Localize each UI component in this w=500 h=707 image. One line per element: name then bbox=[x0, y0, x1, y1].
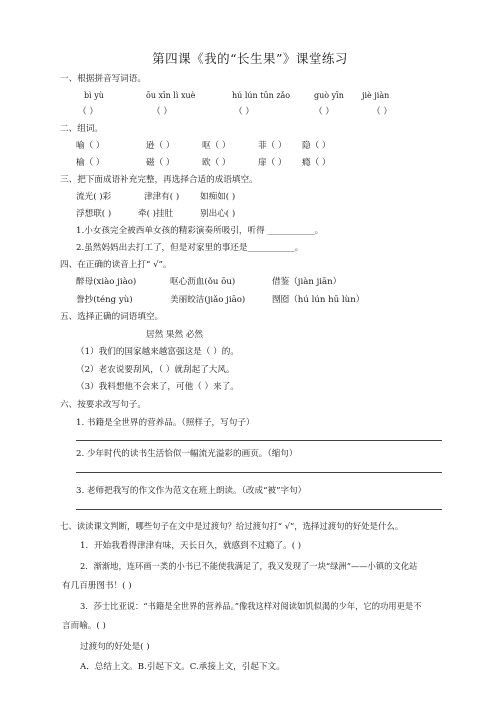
section-2-heading: 二、组词。 bbox=[60, 124, 103, 134]
section-6-heading: 六、按要求改写句子。 bbox=[60, 400, 146, 410]
pronunciation-1[interactable]: 醉母(xiào jiào) bbox=[76, 277, 137, 287]
idiom-question-1: 1.小女孩完全被西单女孩的精彩演奏所吸引，听得 ___________。 bbox=[76, 226, 324, 236]
pinyin-1: bì yù bbox=[84, 91, 104, 100]
idiom-3[interactable]: 如痴如( ) bbox=[200, 192, 236, 202]
benefit-options: A．总结上文。B.引起下文。C.承接上文，引起下文。 bbox=[80, 662, 285, 672]
pronunciation-6[interactable]: 囫囵（hú lún hū lùn） bbox=[272, 295, 365, 305]
answer-blank-2[interactable]: （ ） bbox=[152, 107, 172, 117]
word-group-4[interactable]: 菲（ ） bbox=[258, 141, 287, 151]
transition-question-2a: 2．渐渐地，连环画一类的小书已不能使我满足了，我又发现了一块“绿洲”——小镇的文化站 bbox=[80, 561, 418, 571]
transition-question-3a: 3．莎士比亚说：“书籍是全世界的营养品。”像我这样对阅读如饥似渴的少年，它的功用更是不 bbox=[80, 601, 422, 611]
pronunciation-4[interactable]: 誊抄(téng yù) bbox=[76, 295, 133, 305]
pinyin-2: ōu xīn lì xuè bbox=[146, 91, 196, 100]
pronunciation-2[interactable]: 呕心沥血(ǒu ōu) bbox=[170, 277, 236, 287]
answer-blank-3[interactable]: （ ） bbox=[234, 107, 254, 117]
section-1-heading: 一、根据拼音写词语。 bbox=[60, 74, 146, 84]
rewrite-question-1: 1. 书籍是全世界的营养品。（照样子，写句子） bbox=[76, 418, 255, 428]
section-3-heading: 三、把下面成语补充完整，再选择合适的成语填空。 bbox=[60, 175, 258, 185]
transition-question-3b: 言而喻。( ) bbox=[62, 621, 106, 631]
answer-blank-5[interactable]: （ ） bbox=[372, 107, 392, 117]
word-group-10[interactable]: 瘾（ ） bbox=[302, 158, 331, 168]
section-5-heading: 五、选择正确的词语填空。 bbox=[60, 312, 164, 322]
section-7-heading: 七、读读课文判断，哪些句子在文中是过渡句？给过渡句打“ √”，选择过渡句的好处是什么。 bbox=[60, 521, 404, 531]
word-group-6[interactable]: 榆（ ） bbox=[76, 158, 105, 168]
idiom-2[interactable]: 津津有( ) bbox=[144, 192, 180, 202]
page-title: 第四课《我的“长生果”》课堂练习 bbox=[152, 51, 348, 66]
word-group-2[interactable]: 逊（ ） bbox=[146, 141, 175, 151]
idiom-1[interactable]: 流光( )彩 bbox=[76, 192, 112, 202]
fill-question-2: （2）老农说要刮风，（ ）就刮起了大风。 bbox=[76, 365, 235, 375]
pinyin-5: jiè jiàn bbox=[362, 91, 390, 100]
pronunciation-5[interactable]: 美丽皎洁(jiǎo jiāo) bbox=[170, 295, 246, 305]
rewrite-question-2: 2. 少年时代的读书生活恰似一幅流光溢彩的画页。（缩句） bbox=[76, 449, 298, 459]
idiom-6[interactable]: 别出心( ) bbox=[200, 209, 236, 219]
rewrite-question-3: 3. 老师把我写的作文作为范文在班上朗读。（改成“被”字句） bbox=[76, 486, 307, 496]
pinyin-3: hú lún tūn zǎo bbox=[232, 91, 291, 100]
word-group-5[interactable]: 隐（ ） bbox=[302, 141, 331, 151]
word-group-8[interactable]: 欧（ ） bbox=[202, 158, 231, 168]
idiom-5[interactable]: 牵( )挂肚 bbox=[138, 209, 174, 219]
pronunciation-3[interactable]: 借鉴（jiàn jiān） bbox=[272, 277, 342, 287]
benefit-question: 过渡句的好处是( ) bbox=[80, 642, 150, 652]
answer-blank-4[interactable]: （ ） bbox=[314, 107, 334, 117]
idiom-question-2: 2.虽然妈妈出去打工了，但是对家里的事还是___________。 bbox=[76, 243, 304, 253]
answer-line-1[interactable] bbox=[76, 440, 442, 441]
word-group-9[interactable]: 扉（ ） bbox=[258, 158, 287, 168]
word-group-7[interactable]: 磁（ ） bbox=[146, 158, 175, 168]
word-group-1[interactable]: 喻（ ） bbox=[76, 141, 105, 151]
word-group-3[interactable]: 呕（ ） bbox=[202, 141, 231, 151]
answer-line-2[interactable] bbox=[76, 472, 442, 473]
section-4-heading: 四、在正确的读音上打“ √”。 bbox=[60, 260, 172, 270]
transition-question-2b: 有几百册图书！( ) bbox=[62, 581, 132, 591]
fill-question-1: （1）我们的国家越来越富强这是（ ）的。 bbox=[76, 347, 239, 357]
answer-blank-1[interactable]: （ ） bbox=[78, 107, 98, 117]
word-choices: 居然 果然 必然 bbox=[146, 330, 204, 340]
idiom-4[interactable]: 浮想联( ) bbox=[76, 209, 112, 219]
pinyin-4: guò yīn bbox=[314, 91, 344, 100]
transition-question-1: 1．开始我看得津津有味，天长日久，就感到不过瘾了。( ) bbox=[80, 541, 302, 551]
fill-question-3: （3）我料想他不会来了，可他（ ）来了。 bbox=[76, 382, 239, 392]
answer-line-3[interactable] bbox=[76, 509, 442, 510]
